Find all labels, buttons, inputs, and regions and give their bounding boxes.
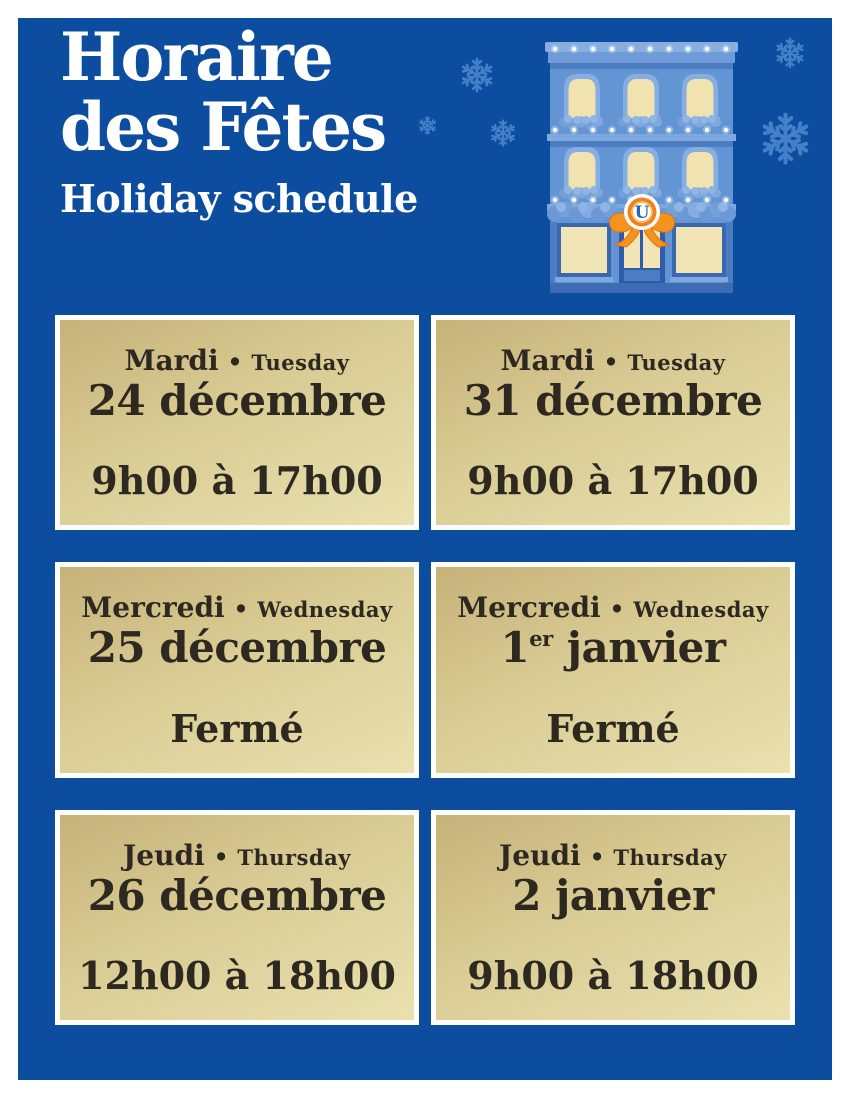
schedule-grid (55, 315, 795, 1025)
snowflake-icon (757, 110, 814, 167)
second-floor-windows (559, 147, 721, 201)
schedule-card-dec24 (55, 315, 419, 530)
date: 1er janvier (500, 623, 726, 672)
day-line (125, 344, 350, 377)
bullet-separator: • (213, 844, 229, 871)
storefront-illustration (543, 42, 740, 293)
day-line (123, 839, 351, 872)
upper-windows (559, 74, 721, 130)
snowflake-icon (458, 56, 496, 94)
schedule-card-dec26 (55, 810, 419, 1025)
day-name-fr: Jeudi (123, 839, 205, 872)
day-name-fr: Mercredi (457, 591, 601, 624)
day-name-fr: Jeudi (499, 839, 581, 872)
schedule-card-jan2 (431, 810, 795, 1025)
date: 26 décembre (87, 871, 387, 920)
schedule-card-dec31 (431, 315, 795, 530)
day-name-en: Wednesday (257, 597, 393, 622)
page-subtitle: Holiday schedule (60, 176, 418, 221)
mid-ledge (547, 134, 736, 147)
day-name-en: Thursday (613, 845, 727, 870)
day-name-fr: Mardi (124, 344, 219, 377)
schedule-card-dec25 (55, 562, 419, 778)
hours: Fermé (546, 706, 680, 751)
day-line (81, 591, 392, 624)
page-title (60, 18, 418, 166)
day-name-en: Thursday (237, 845, 351, 870)
title-line-1: Horaire (60, 18, 332, 96)
logo-letter: U (634, 203, 650, 223)
day-name-fr: Mardi (500, 344, 595, 377)
u-logo-badge (624, 194, 660, 230)
date: 24 décembre (87, 376, 387, 425)
date: 31 décembre (463, 376, 763, 425)
day-name-fr: Mercredi (81, 591, 225, 624)
poster-header (60, 18, 418, 221)
snowflake-icon (773, 36, 807, 70)
bullet-separator: • (589, 844, 605, 871)
hours: 9h00 à 17h00 (91, 458, 383, 503)
schedule-card-jan1 (431, 562, 795, 778)
bullet-separator: • (603, 349, 619, 376)
title-line-2: des Fêtes (60, 88, 386, 166)
hours: 9h00 à 18h00 (467, 953, 759, 998)
bullet-separator: • (233, 596, 249, 623)
date: 25 décembre (87, 623, 387, 672)
hours: 9h00 à 17h00 (467, 458, 759, 503)
day-name-en: Tuesday (627, 350, 726, 375)
day-line (499, 839, 727, 872)
hours: Fermé (170, 706, 304, 751)
bullet-separator: • (227, 349, 243, 376)
snowflake-icon (488, 118, 518, 148)
date: 2 janvier (512, 871, 714, 920)
day-name-en: Tuesday (251, 350, 350, 375)
snowflake-icon (417, 115, 438, 136)
day-name-en: Wednesday (633, 597, 769, 622)
bullet-separator: • (609, 596, 625, 623)
hours: 12h00 à 18h00 (78, 953, 396, 998)
day-line (501, 344, 726, 377)
holiday-poster (18, 18, 832, 1080)
day-line (457, 591, 768, 624)
